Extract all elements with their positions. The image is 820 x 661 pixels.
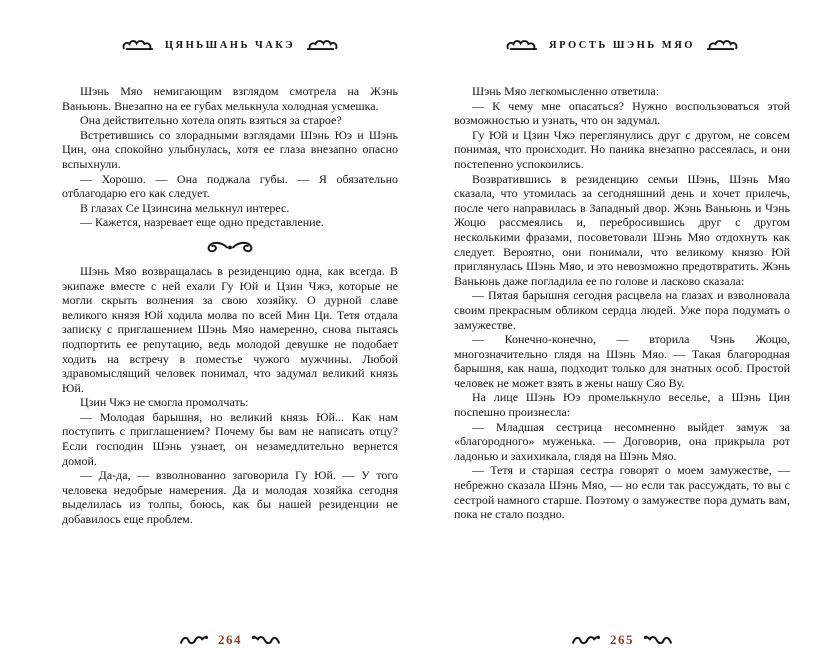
paragraph: — Конечно-конечно, — вторила Чэнь Жоцю, многозначительно глядя на Шэнь Мяо. — Такая благородная барышня, как наша, подходит только для знатных особ. Простой человек не может взять в жены нашу Сяо Ву. [454,332,790,390]
cloud-scroll-icon [305,39,339,52]
left-header-title: ЦЯНЬШАНЬ ЧАКЭ [164,39,296,51]
right-header-title: ЯРОСТЬ ШЭНЬ МЯО [549,39,695,51]
left-text-column [62,84,398,527]
right-page-footer [454,631,790,649]
paragraph: — Тетя и старшая сестра говорят о моем замужестве, — небрежно сказала Шэнь Мяо, — но если так рассуждать, то вы с сестрой намного старше. Поэтому о замужестве пора думать вам, пока не стало поздно. [454,463,790,522]
paragraph: Возвратившись в резиденцию семьи Шэнь, Шэнь Мяо сказала, что утомилась за сегодняшний день и хочет прилечь, после чего направилась в Западный двор. Жэнь Ваньюнь и Чэнь Жоцю рассмеялись и, перебросившись друг с другом несколькими фразами, посоветовали Шэнь Мяо отдохнуть как следует. Вероятно, они понимали, что великому князю Юй приглянулась Шэнь Мяо, и это невозможно предотвратить. Жэнь Ваньюнь даже погладила ее по голове и ласково сказала: [454,171,790,288]
paragraph: На лице Шэнь Юэ промелькнуло веселье, а Шэнь Цин поспешно произнесла: [454,390,790,420]
paragraph: — Кажется, назревает еще одно представление. [80,215,324,230]
cloud-scroll-icon [705,39,739,52]
paragraph: Шэнь Мяо легкомысленно ответила: [472,84,660,98]
left-page-number: 264 [218,632,242,647]
dragon-icon [179,633,209,647]
paragraph: — Молодая барышня, но великий князь Юй... Как нам поступить с приглашением? Почему бы вам не написать отцу? Если господин Шэнь узнает, он незамедлительно вернется домой. [62,409,398,468]
paragraph: — К чему мне опасаться? Нужно воспользоваться этой возможностью и узнать, что он задумал. [454,98,790,128]
paragraph: Она действительно хотела опять взяться за старое? [80,113,342,128]
right-page [410,0,820,661]
left-running-header [62,37,398,53]
right-page-number: 265 [610,632,634,647]
paragraph: — Хорошо. — Она поджала губы. — Я обязательно отблагодарю его как следует. [62,171,398,201]
dragon-icon [571,633,601,647]
cloud-scroll-icon [505,39,539,52]
left-page-footer [62,631,398,649]
paragraph: В глазах Се Цзинсина мелькнул интерес. [80,200,290,215]
dragon-icon [643,633,673,647]
paragraph: Цзин Чжэ не смогла промолчать: [80,395,249,410]
right-running-header [454,37,790,53]
paragraph: Шэнь Мяо немигающим взглядом смотрела на Жэнь Ваньюнь. Внезапно на ее губах мелькнула холодная усмешка. [62,84,398,113]
paragraph: Встретившись со злорадными взглядами Шэнь Юэ и Шэнь Цин, она спокойно улыбнулась, хотя ее глаза внезапно опасно вспыхнули. [62,127,398,171]
left-page-column [62,0,398,527]
dragon-icon [251,633,281,647]
paragraph: Шэнь Мяо возвращалась в резиденцию одна, как всегда. В экипаже вместе с ней ехали Гу Юй и Цзин Чжэ, которые не могли скрыть волнения за свою хозяйку. О дурной славе великого князя Юй ходила молва по всей Мин Ци. Тетя отдала записку с приглашением Шэнь Мяо намеренно, снова пытаясь подпортить ее репутацию, ведь молодой девушке не подобает ходить на встречу в поместье чужого мужчины. Любой здравомыслящий человек понимал, что задумал великий князь Юй. [62,263,398,395]
cloud-scroll-icon [121,39,155,52]
paragraph: — Младшая сестрица несомненно выйдет замуж за «благородного» муженька. — Договорив, она прикрыла рот ладонью и захихикала, глядя на Шэнь Мяо. [454,419,790,463]
paragraph: — Да-да, — взволнованно заговорила Гу Юй. — У того человека недобрые намерения. Да и молодая хозяйка сегодня выделилась из толпы, боюсь, как бы нашей резиденции не добавилось еще проблем. [62,468,398,527]
paragraph: Гу Юй и Цзин Чжэ переглянулись друг с другом, не совсем понимая, что происходит. Но паника внезапно рассеялась, и они постепенно успокоились. [454,127,790,171]
twin-swirl-divider-icon [62,230,398,264]
right-page-column [454,0,790,522]
paragraph: — Пятая барышня сегодня расцвела на глазах и взволновала своим прекрасным обликом сердца людей. Уже пора подумать о замужестве. [454,288,790,332]
right-text-column [454,84,790,522]
